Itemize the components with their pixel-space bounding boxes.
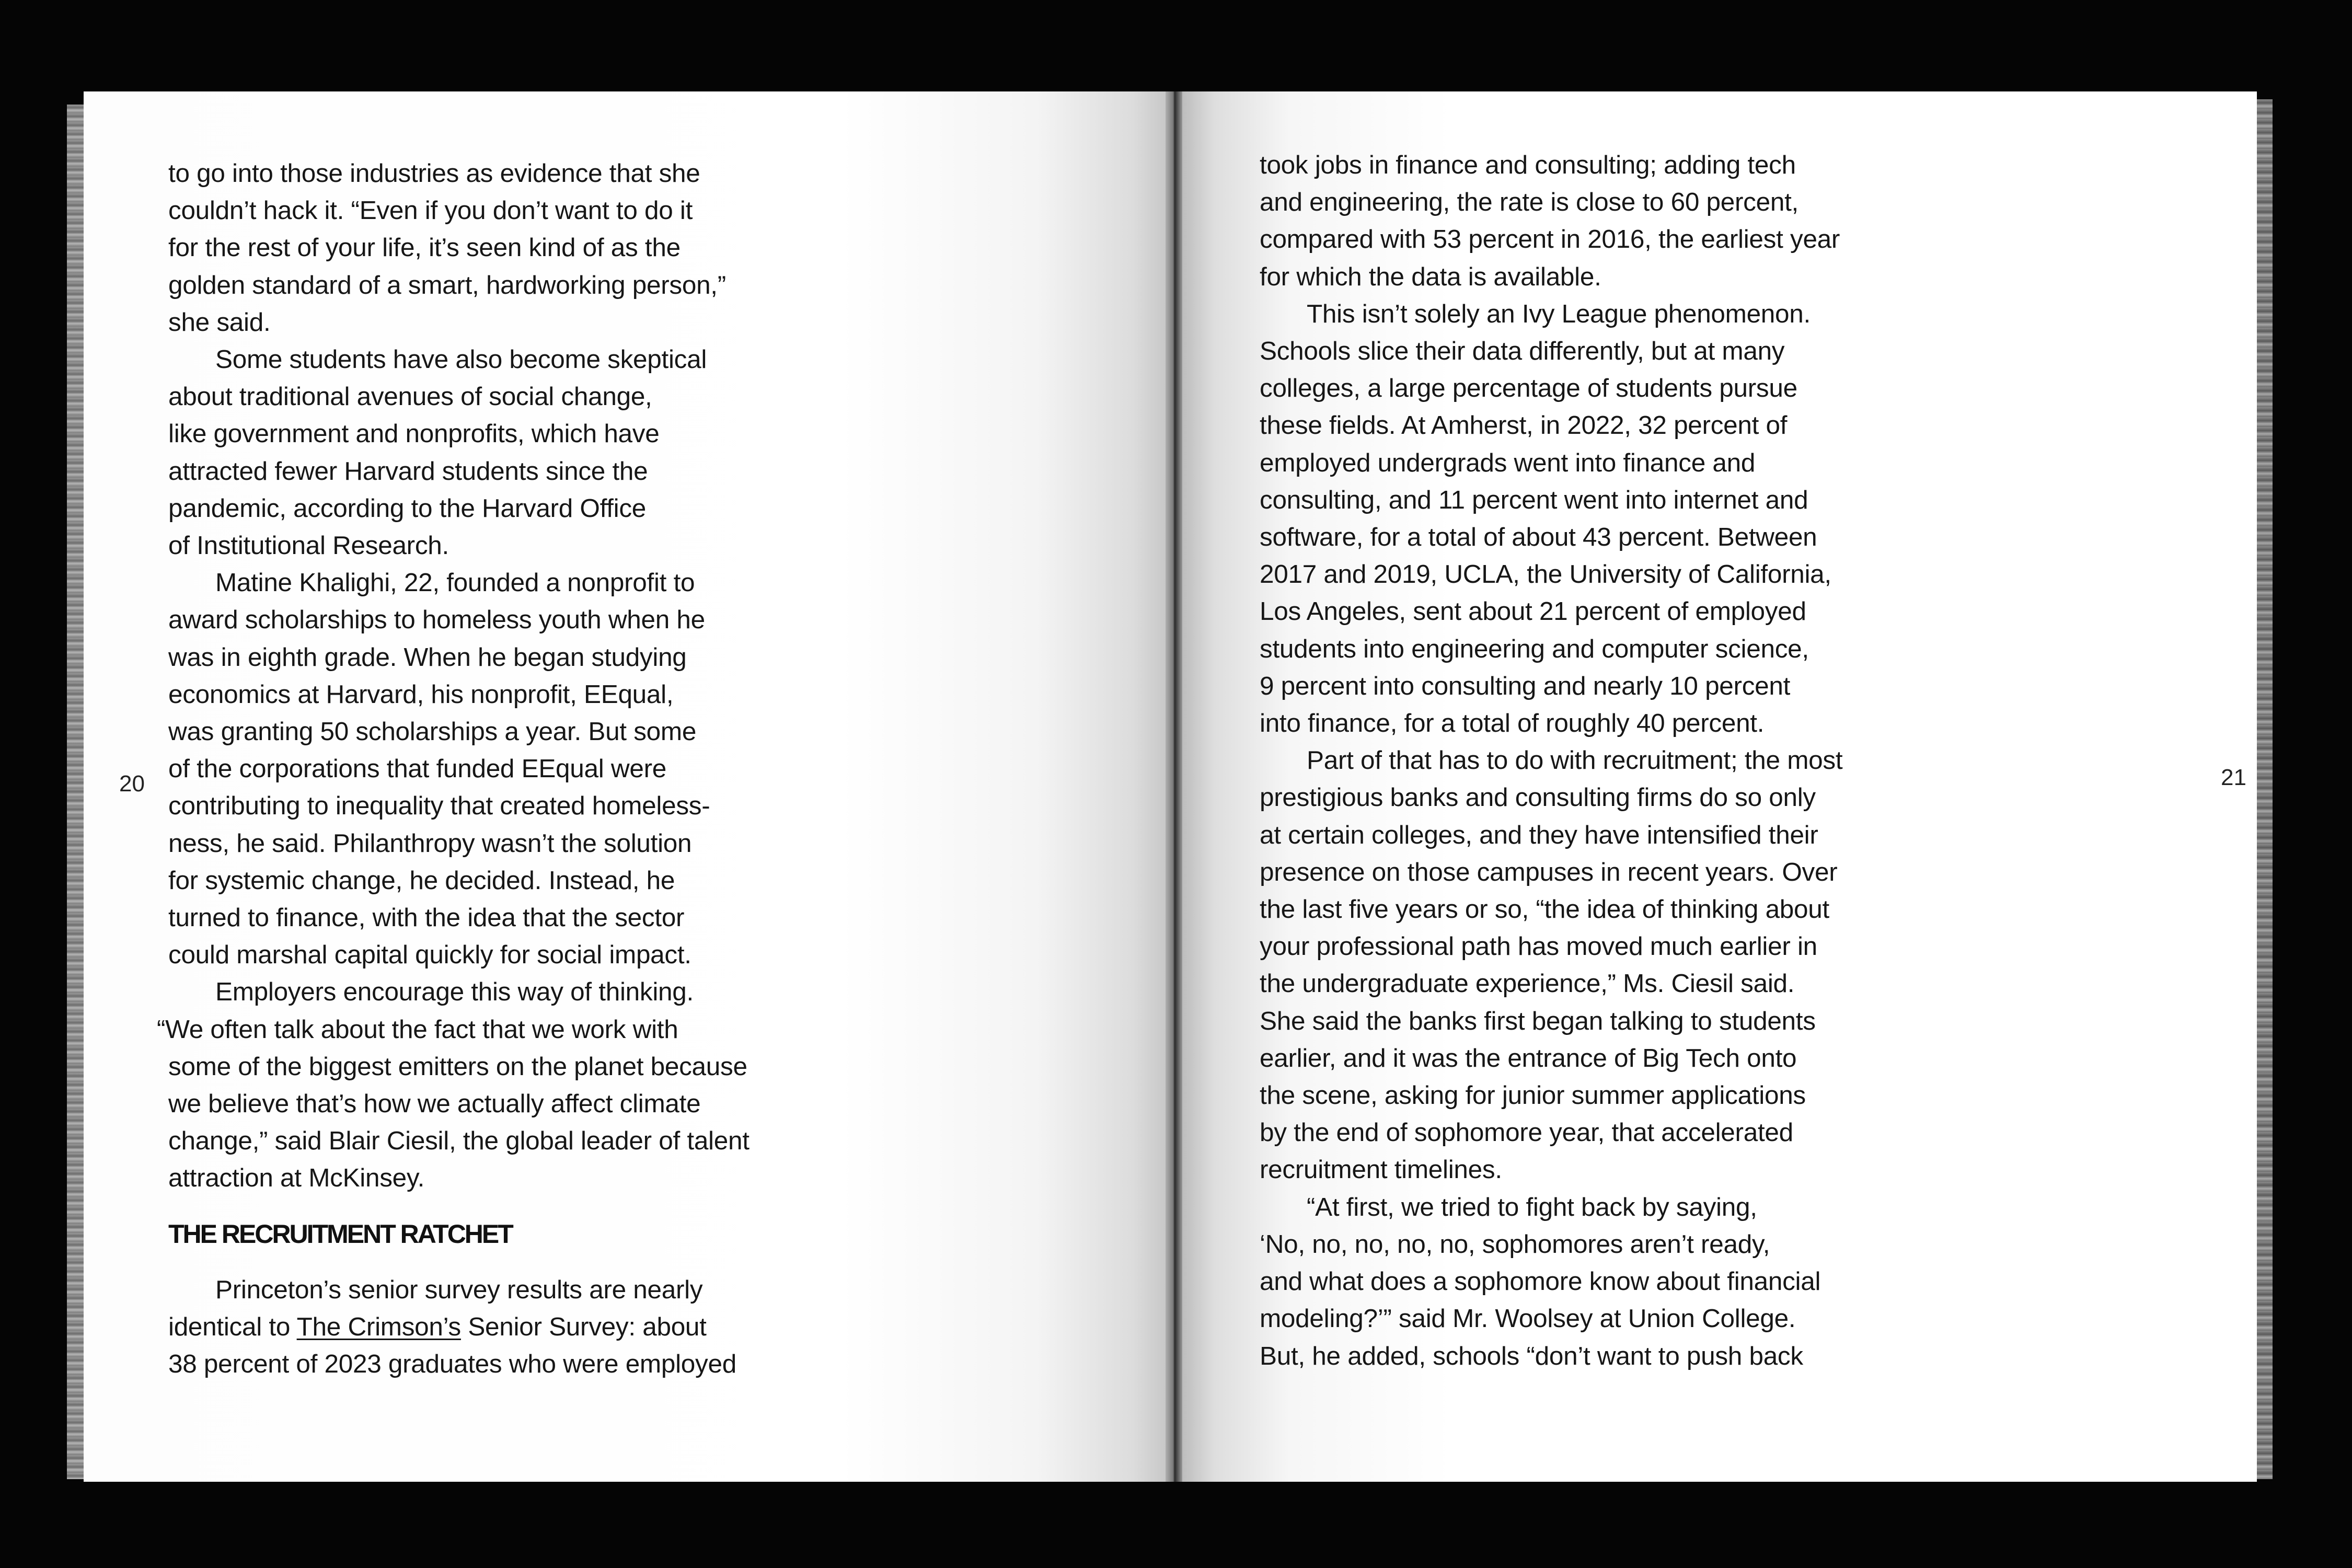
text-line: golden standard of a smart, hardworking person,” (168, 270, 726, 299)
text-line: attracted fewer Harvard students since the (168, 456, 648, 486)
text-line: consulting, and 11 percent went into internet and (1260, 485, 1808, 514)
text-line: by the end of sophomore year, that accelerated (1260, 1118, 1793, 1147)
text-line: “At first, we tried to fight back by saying, (1307, 1192, 1757, 1221)
text-line: Princeton’s senior survey results are nearly (215, 1275, 703, 1304)
text-line: ‘No, no, no, no, no, sophomores aren’t ready, (1260, 1229, 1770, 1259)
left-body-text (157, 155, 869, 1382)
text-line: Matine Khalighi, 22, founded a nonprofit to (215, 568, 695, 597)
text-line: of the corporations that funded EEqual were (168, 754, 666, 783)
text-fragment: identical to (168, 1312, 297, 1341)
right-page-edge (2257, 99, 2273, 1479)
text-line: 9 percent into consulting and nearly 10 percent (1260, 671, 1791, 700)
text-line: your professional path has moved much earlier in (1260, 932, 1817, 961)
text-line: she said. (168, 307, 271, 337)
right-body-text (1260, 146, 1939, 1375)
right-lines (1260, 146, 1939, 1375)
text-line: Schools slice their data differently, but at many (1260, 337, 1785, 366)
text-line: Part of that has to do with recruitment; the most (1307, 746, 1843, 775)
text-line: prestigious banks and consulting firms do so only (1260, 783, 1816, 812)
left-page (84, 91, 1166, 1482)
text-line: took jobs in finance and consulting; adding tech (1260, 151, 1796, 179)
text-line: change,” said Blair Ciesil, the global leader of talent (168, 1126, 750, 1156)
text-line: attraction at McKinsey. (168, 1163, 425, 1193)
text-line: ness, he said. Philanthropy wasn’t the solution (168, 828, 692, 858)
text-line: like government and nonprofits, which have (168, 419, 660, 448)
text-fragment: Senior Survey: about (460, 1312, 707, 1341)
page-number-right: 21 (2221, 765, 2246, 790)
text-line: was granting 50 scholarships a year. But some (168, 717, 697, 746)
text-line (168, 1308, 869, 1345)
text-line: into finance, for a total of roughly 40 percent. (1260, 709, 1765, 738)
text-line: This isn’t solely an Ivy League phenomenon. (1307, 299, 1811, 328)
text-line: for the rest of your life, it’s seen kind of as the (168, 233, 681, 262)
text-line: contributing to inequality that created homeless- (168, 791, 710, 821)
text-line: for systemic change, he decided. Instead, he (168, 866, 675, 895)
text-line: to go into those industries as evidence that she (168, 159, 700, 188)
text-line: 38 percent of 2023 graduates who were employed (168, 1350, 736, 1379)
text-line: “We often talk about the fact that we work with (157, 1014, 678, 1044)
text-line: these fields. At Amherst, in 2022, 32 percent of (1260, 411, 1788, 440)
text-line: for which the data is available. (1260, 262, 1601, 291)
text-line: award scholarships to homeless youth when he (168, 605, 705, 635)
text-line: modeling?’” said Mr. Woolsey at Union College. (1260, 1304, 1796, 1333)
text-line: could marshal capital quickly for social impact. (168, 940, 691, 970)
left-lines-before-heading (157, 155, 869, 1197)
text-line: was in eighth grade. When he began studying (168, 642, 687, 672)
text-line: about traditional avenues of social change, (168, 382, 652, 411)
text-line: pandemic, according to the Harvard Office (168, 493, 647, 523)
book-gutter (1166, 91, 1182, 1482)
page-number-left: 20 (119, 771, 145, 797)
text-line: colleges, a large percentage of students pursue (1260, 374, 1797, 403)
text-line: employed undergrads went into finance and (1260, 448, 1756, 477)
text-line: recruitment timelines. (1260, 1155, 1502, 1184)
text-line: earlier, and it was the entrance of Big Tech onto (1260, 1043, 1797, 1073)
publication-reference: The Crimson’s (296, 1312, 461, 1341)
section-heading: THE RECRUITMENT RATCHET (168, 1219, 512, 1249)
text-line: 2017 and 2019, UCLA, the University of California, (1260, 560, 1831, 589)
text-line: of Institutional Research. (168, 531, 449, 560)
text-line: Los Angeles, sent about 21 percent of employed (1260, 597, 1806, 626)
text-line: Some students have also become skeptical (215, 345, 707, 374)
text-line: the undergraduate experience,” Ms. Ciesil said. (1260, 969, 1795, 998)
text-line: the scene, asking for junior summer applications (1260, 1081, 1806, 1110)
text-line: some of the biggest emitters on the planet because (168, 1052, 747, 1081)
text-line: software, for a total of about 43 percent. Between (1260, 523, 1817, 552)
text-line: compared with 53 percent in 2016, the earliest year (1260, 225, 1840, 254)
text-line: and what does a sophomore know about financial (1260, 1267, 1821, 1296)
text-line: presence on those campuses in recent years. Over (1260, 857, 1838, 886)
text-line: But, he added, schools “don’t want to push back (1260, 1341, 1803, 1370)
text-line: couldn’t hack it. “Even if you don’t want to do it (168, 196, 693, 225)
text-line: at certain colleges, and they have intensified their (1260, 820, 1818, 849)
text-line: economics at Harvard, his nonprofit, EEqual, (168, 679, 674, 709)
text-line: students into engineering and computer science, (1260, 634, 1809, 663)
text-line: the last five years or so, “the idea of thinking about (1260, 895, 1829, 924)
text-line: we believe that’s how we actually affect climate (168, 1089, 701, 1119)
text-line: She said the banks first began talking to students (1260, 1006, 1816, 1035)
right-page (1182, 91, 2257, 1482)
text-line: Employers encourage this way of thinking. (215, 977, 694, 1007)
text-line: turned to finance, with the idea that the sector (168, 903, 685, 932)
left-page-edge (67, 105, 84, 1479)
text-line: and engineering, the rate is close to 60 percent, (1260, 188, 1798, 217)
